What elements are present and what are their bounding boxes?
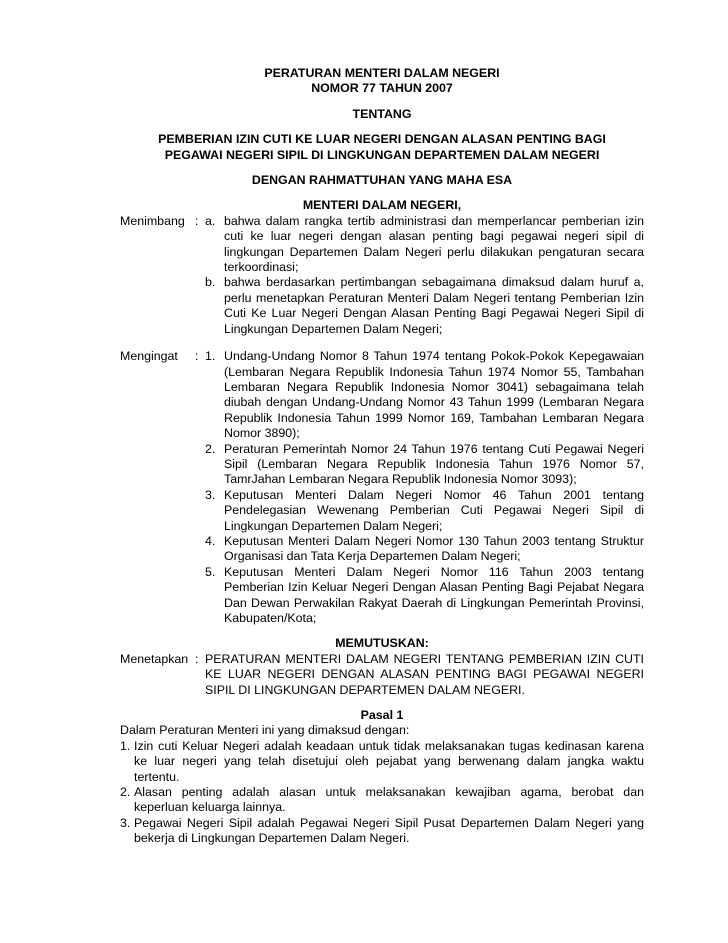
pasal-item: 1. Izin cuti Keluar Negeri adalah keadaan untuk tidak melaksanakan tugas kedinasan karena ke luar negeri yang telah disetujui oleh pejabat yang berwenang dalam jangka waktu tertentu. bbox=[120, 738, 644, 784]
mengingat-label: Mengingat bbox=[120, 349, 178, 364]
pasal-item: 3. Pegawai Negeri Sipil adalah Pegawai Negeri Sipil Pusat Departemen Dalam Negeri yang bekerja di Lingkungan Departemen Dalam Negeri. bbox=[120, 815, 644, 846]
mengingat-4: 4. Keputusan Menteri Dalam Negeri Nomor 130 Tahun 2003 tentang Struktur Organisasi dan Tata Kerja Departemen Dalam Negeri; bbox=[205, 533, 644, 564]
menimbang-item-text: bahwa dalam rangka tertib administrasi dan memperlancar pemberian izin cuti ke luar negeri dengan alasan penting bagi pegawai negeri sipil di lingkungan Departemen Dalam Negeri perlu dilakukan pengaturan secara terkoordinasi; bbox=[224, 213, 644, 275]
mengingat-item-text: Peraturan Pemerintah Nomor 24 Tahun 1976 tentang Cuti Pegawai Negeri Sipil (Lembaran Negara Republik Indonesia Tahun 1976 Nomor 57, TamrJahan Lembaran Negara Republik Indonesia Nomor 3093); bbox=[224, 441, 644, 487]
memutuskan-heading: MEMUTUSKAN: bbox=[335, 636, 429, 651]
mengingat-1: Mengingat : 1. Undang-Undang Nomor 8 Tahun 1974 tentang Pokok-Pokok Kepegawaian (Lembaran Negara Republik Indonesia Tahun 1974 Nomor 55, Tambahan Lembaran Negara Republik Indonesia Nomor 3041) sebagaimana telah diubah dengan Undang-Undang Nomor 43 Tahun 1999 (Lembaran Negara Republik Indonesia Tahun 1999 Nomor 169, Tambahan Lembaran Negara Nomor 3890); bbox=[120, 349, 644, 441]
menteri-heading: MENTERI DALAM NEGERI, bbox=[302, 198, 462, 213]
menimbang-label: Menimbang bbox=[120, 213, 185, 228]
mengingat-5: 5. Keputusan Menteri Dalam Negeri Nomor 116 Tahun 2003 tentang Pemberian Izin Keluar Negeri Dengan Alasan Penting Bagi Pejabat Negara Dan Dewan Perwakilan Rakyat Daerah di Lingkungan Pemerintah Provinsi, Kabupaten/Kota; bbox=[205, 564, 644, 625]
menimbang-a: Menimbang : a. bahwa dalam rangka tertib administrasi dan memperlancar pemberian izin cuti ke luar negeri dengan alasan penting bagi pegawai negeri sipil di lingkungan Departemen Dalam Negeri perlu dilakukan pengaturan secara terkoordinasi; bbox=[120, 213, 644, 275]
document-page bbox=[120, 66, 644, 847]
menetapkan-text: PERATURAN MENTERI DALAM NEGERI TENTANG PEMBERIAN IZIN CUTI KE LUAR NEGERI DENGAN ALASAN PENTING BAGI PEGAWAI NEGERI SIPIL DI LINGKUNGAN DEPARTEMEN DALAM NEGERI. bbox=[205, 651, 644, 697]
tentang-heading: TENTANG bbox=[352, 106, 412, 121]
mengingat-item-text: Keputusan Menteri Dalam Negeri Nomor 130 Tahun 2003 tentang Struktur Organisasi dan Tata Kerja Departemen Dalam Negeri; bbox=[224, 533, 644, 564]
mengingat-item-text: Undang-Undang Nomor 8 Tahun 1974 tentang Pokok-Pokok Kepegawaian (Lembaran Negara Republik Indonesia Tahun 1974 Nomor 55, Tambahan Lembaran Negara Republik Indonesia Nomor 3041) sebagaimana telah diubah dengan Undang-Undang Nomor 43 Tahun 1999 (Lembaran Negara Republik Indonesia Tahun 1999 Nomor 169, Tambahan Lembaran Negara Nomor 3890); bbox=[224, 349, 644, 441]
menetapkan-row: Menetapkan : PERATURAN MENTERI DALAM NEGERI TENTANG PEMBERIAN IZIN CUTI KE LUAR NEGERI DENGAN ALASAN PENTING BAGI PEGAWAI NEGERI SIPIL DI LINGKUNGAN DEPARTEMEN DALAM NEGERI. bbox=[120, 651, 644, 697]
menetapkan-label: Menetapkan bbox=[120, 651, 189, 666]
pasal-item: 2. Alasan penting adalah alasan untuk melaksanakan kewajiban agama, berobat dan keperluan keluarga lainnya. bbox=[120, 785, 644, 815]
rahmat-heading: DENGAN RAHMATTUHAN YANG MAHA ESA bbox=[251, 173, 513, 188]
menimbang-item-text: bahwa berdasarkan pertimbangan sebagaimana dimaksud dalam huruf a, perlu menetapkan Peraturan Menteri Dalam Negeri tentang Pemberian Izin Cuti Ke Luar Negeri Dengan Alasan Penting Bagi Pegawai Negeri Sipil di Lingkungan Departemen Dalam Negeri; bbox=[224, 275, 644, 336]
mengingat-3: 3. Keputusan Menteri Dalam Negeri Nomor 46 Tahun 2001 tentang Pendelegasian Wewenang Pemberian Cuti Pegawai Negeri Sipil di Lingkungan Departemen Dalam Negeri; bbox=[205, 487, 644, 533]
regulation-number: NOMOR 77 TAHUN 2007 bbox=[311, 81, 453, 96]
mengingat-item-text: Keputusan Menteri Dalam Negeri Nomor 116 Tahun 2003 tentang Pemberian Izin Keluar Negeri Dengan Alasan Penting Bagi Pejabat Negara Dan Dewan Perwakilan Rakyat Daerah di Lingkungan Pemerintah Provinsi, Kabupaten/Kota; bbox=[224, 564, 644, 625]
pasal-list bbox=[120, 739, 644, 847]
mengingat-2: 2. Peraturan Pemerintah Nomor 24 Tahun 1976 tentang Cuti Pegawai Negeri Sipil (Lembaran Negara Republik Indonesia Tahun 1976 Nomor 57, TamrJahan Lembaran Negara Republik Indonesia Nomor 3093); bbox=[205, 441, 644, 487]
menimbang-b: b. bahwa berdasarkan pertimbangan sebagaimana dimaksud dalam huruf a, perlu menetapkan Peraturan Menteri Dalam Negeri tentang Pemberian Izin Cuti Ke Luar Negeri Dengan Alasan Penting Bagi Pegawai Negeri Sipil di Lingkungan Departemen Dalam Negeri; bbox=[205, 275, 644, 336]
pasal-title: Pasal 1 bbox=[360, 708, 404, 723]
regulation-subject: PEMBERIAN IZIN CUTI KE LUAR NEGERI DENGAN ALASAN PENTING BAGI PEGAWAI NEGERI SIPIL DI LINGKUNGAN DEPARTEMEN DALAM NEGERI bbox=[158, 132, 606, 162]
regulation-title: PERATURAN MENTERI DALAM NEGERI bbox=[264, 66, 500, 80]
pasal-intro: Dalam Peraturan Menteri ini yang dimaksud dengan: bbox=[120, 723, 410, 738]
mengingat-item-text: Keputusan Menteri Dalam Negeri Nomor 46 Tahun 2001 tentang Pendelegasian Wewenang Pemberian Cuti Pegawai Negeri Sipil di Lingkungan Departemen Dalam Negeri; bbox=[224, 487, 644, 533]
